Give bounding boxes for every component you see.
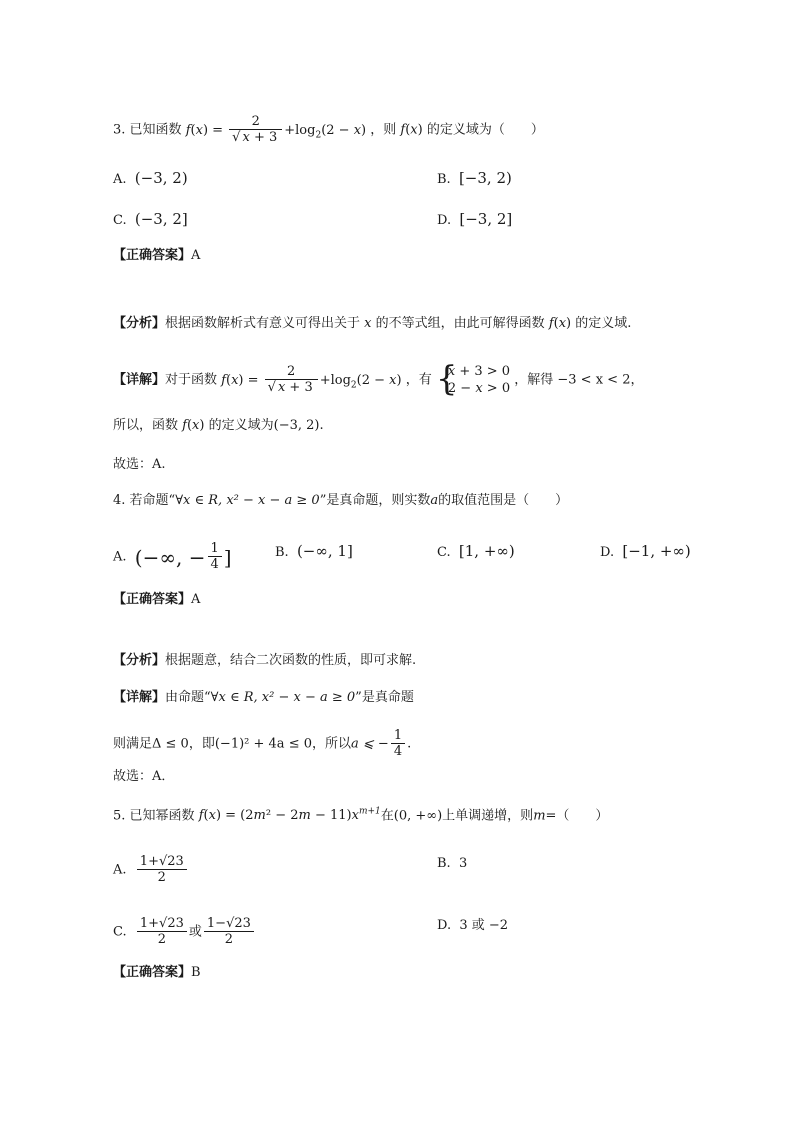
q3-detail-tag: 【详解】 — [113, 372, 166, 388]
q3-question — [113, 114, 544, 146]
q5-number: 5. — [113, 808, 126, 824]
q3-analysis: 【分析】根据函数解析式有意义可得出关于 x 的不等式组，由此可解得函数 f(x) 的定义域. — [113, 316, 632, 331]
q3-option-b-value: [−3, 2) — [458, 169, 512, 187]
q3-option-a: A. (−3, 2) — [113, 169, 188, 187]
q3-option-c: C. (−3, 2] — [113, 210, 188, 228]
q5-option-d-value: 3 或 −2 — [459, 918, 509, 933]
q5-answer-value: B — [191, 965, 201, 980]
q3-fx: f(x) — [400, 122, 423, 138]
q4-option-c-value: [1, +∞) — [458, 542, 515, 560]
q3-suffix2: 的定义域为（ ） — [426, 122, 544, 138]
q4-then-ineq: (−1)² + 4a ≤ 0 — [214, 736, 312, 752]
q4-answer-tag: 【正确答案】 — [113, 592, 192, 607]
q3-prefix: 已知函数 — [129, 122, 182, 138]
q4-analysis: 【分析】根据题意，结合二次函数的性质，即可求解. — [113, 653, 417, 668]
q3-so-value: (−3, 2) — [273, 418, 320, 433]
q5-option-b-value: 3 — [458, 856, 468, 871]
q4-statement: ∀x ∈ R, x² − x − a ≥ 0 — [175, 493, 320, 508]
q3-answer — [113, 246, 200, 266]
q4-option-b-value: (−∞, 1] — [296, 542, 353, 560]
q3-var-x: x — [364, 316, 372, 331]
q4-question: 4. 若命题“∀x ∈ R, x² − x − a ≥ 0”是真命题，则实数a的取值范围是（ ） — [113, 493, 569, 508]
q5-option-d: D. 3 或 −2 — [437, 918, 509, 933]
q3-option-d: D. [−3, 2] — [437, 210, 513, 228]
q5-option-c: C. $\frac{1+√23}{2}$ 或 $\frac{1-√23}{2}$ — [113, 916, 256, 948]
q3-analysis-tag: 【分析】 — [113, 316, 166, 331]
q5-option-c-value2: $\frac{1-√23}{2}$ — [204, 916, 254, 948]
q3-so: 所以，函数 f(x) 的定义域为(−3, 2). — [113, 418, 324, 433]
q3-number: 3. — [113, 122, 126, 138]
q4-number: 4. — [113, 493, 126, 508]
q4-option-a-value: (−∞, − $\frac{1}{4}$ ] — [134, 541, 232, 572]
q3-choose: 故选：A. — [113, 457, 166, 472]
q5-answer-tag: 【正确答案】 — [113, 965, 192, 980]
q4-analysis-tag: 【分析】 — [113, 653, 166, 668]
q3-suffix: ，则 — [370, 122, 397, 138]
q4-option-c: C. [1, +∞) — [437, 542, 515, 560]
q4-answer — [113, 590, 200, 610]
q5-function-formula: $f(x) = (2m^2 - 2m - 11)x^{m+1}$ — [198, 807, 381, 824]
q3-answer-tag: 【正确答案】 — [113, 248, 192, 263]
q5-option-a: A. $\frac{1+√23}{2}$ — [113, 854, 189, 886]
q5-option-c-value1: $\frac{1+√23}{2}$ — [137, 916, 187, 948]
q4-then-cond: Δ ≤ 0 — [152, 736, 189, 752]
q4-option-d: D. [−1, +∞) — [600, 542, 691, 560]
q3-function-formula: f(x) = $\frac{2}{√ x + 3}$ $+\log_2(2 - x)$ — [185, 114, 367, 145]
q5-answer — [113, 963, 201, 983]
q5-interval: (0, +∞) — [393, 808, 443, 824]
q5-option-b: B. 3 — [437, 856, 468, 871]
q3-option-a-value: (−3, 2) — [134, 169, 188, 187]
q3-option-d-value: [−3, 2] — [459, 210, 513, 228]
q3-detail: 【详解】对于函数 f(x) = $\frac{2}{√ x + 3}$ $+\log_2(2 - x)$ ，有 { x + 3 > 0 2 − x > 0 ，解得 −3 < x < 2， — [113, 363, 644, 397]
q5-question: 5. 已知幂函数 $f(x) = (2m^2 - 2m - 11)x^{m+1}$在(0, +∞)上单调递增，则m=（ ） — [113, 807, 609, 824]
q4-answer-value: A — [191, 592, 201, 607]
q4-option-b: B. (−∞, 1] — [275, 542, 353, 560]
q3-inequality-system: { x + 3 > 0 2 − x > 0 — [436, 363, 510, 397]
q4-detail: 【详解】由命题“∀x ∈ R, x² − x − a ≥ 0”是真命题 — [113, 690, 414, 705]
q3-option-b: B. [−3, 2) — [437, 169, 512, 187]
q3-option-c-value: (−3, 2] — [134, 210, 188, 228]
q4-option-d-value: [−1, +∞) — [622, 542, 691, 560]
q4-then: 则满足Δ ≤ 0，即(−1)² + 4a ≤ 0，所以a ⩽ − $\frac{1}{4}$ . — [113, 728, 412, 759]
q3-answer-value: A — [191, 248, 201, 263]
q5-option-a-value: $\frac{1+√23}{2}$ — [137, 854, 187, 886]
q4-detail-tag: 【详解】 — [113, 690, 166, 705]
q3-detail-range: −3 < x < 2 — [557, 372, 631, 388]
q4-then-result: a ⩽ − — [351, 736, 389, 752]
q4-choose: 故选：A． — [113, 769, 175, 784]
q4-option-a: A. (−∞, − $\frac{1}{4}$ ] — [113, 541, 232, 572]
